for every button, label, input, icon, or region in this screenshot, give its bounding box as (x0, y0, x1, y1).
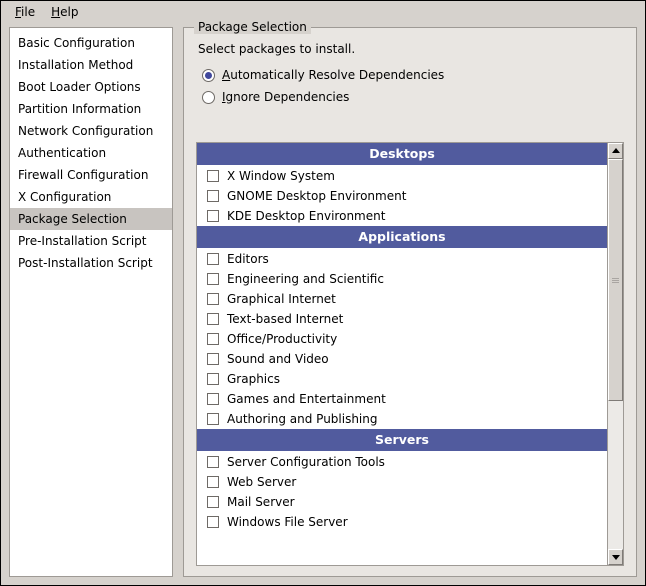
package-row-kde-desktop-environment[interactable] (197, 206, 607, 226)
package-label: Engineering and Scientific (227, 272, 384, 286)
sidebar-item-post-installation-script[interactable]: Post-Installation Script (18, 256, 153, 270)
package-label: Graphics (227, 372, 280, 386)
scrollbar-track[interactable] (608, 159, 623, 549)
package-row-sound-and-video[interactable] (197, 349, 607, 369)
package-list-scrollbar[interactable] (607, 143, 623, 565)
sidebar-item-firewall-configuration[interactable]: Firewall Configuration (18, 168, 149, 182)
scroll-down-button[interactable] (608, 549, 623, 565)
package-row-editors[interactable] (197, 249, 607, 269)
package-label: Editors (227, 252, 269, 266)
sidebar-item-network-configuration[interactable]: Network Configuration (18, 124, 154, 138)
menu-file[interactable]: File (15, 5, 36, 19)
checkbox-games-and-entertainment[interactable] (207, 393, 219, 405)
package-label: Games and Entertainment (227, 392, 386, 406)
package-label: X Window System (227, 169, 335, 183)
package-row-web-server[interactable] (197, 472, 607, 492)
scrollbar-grip-icon (612, 277, 619, 283)
package-row-x-window-system[interactable] (197, 166, 607, 186)
scroll-up-button[interactable] (608, 143, 623, 159)
scrollbar-thumb[interactable] (608, 159, 623, 401)
package-row-server-configuration-tools[interactable] (197, 452, 607, 472)
package-label: Office/Productivity (227, 332, 338, 346)
sidebar-item-installation-method[interactable]: Installation Method (18, 58, 134, 72)
sidebar-item-partition-information[interactable]: Partition Information (18, 102, 142, 116)
checkbox-server-configuration-tools[interactable] (207, 456, 219, 468)
panel-caption: Select packages to install. (198, 42, 356, 56)
sidebar-item-boot-loader-options[interactable]: Boot Loader Options (18, 80, 141, 94)
package-row-graphics[interactable] (197, 369, 607, 389)
package-row-office-productivity[interactable] (197, 329, 607, 349)
sidebar-item-package-selection[interactable]: Package Selection (10, 208, 172, 230)
checkbox-mail-server[interactable] (207, 496, 219, 508)
menu-file-label-rest: ile (21, 5, 36, 19)
sidebar-item-basic-configuration[interactable]: Basic Configuration (18, 36, 135, 50)
checkbox-engineering-and-scientific[interactable] (207, 273, 219, 285)
radio-ignore-dependencies[interactable] (202, 90, 624, 104)
chevron-up-icon (612, 148, 620, 153)
checkbox-kde-desktop-environment[interactable] (207, 210, 219, 222)
package-row-graphical-internet[interactable] (197, 289, 607, 309)
panel-title: Package Selection (194, 20, 311, 34)
main-content (9, 20, 637, 577)
checkbox-office-productivity[interactable] (207, 333, 219, 345)
package-label: Server Configuration Tools (227, 455, 385, 469)
group-header-servers: Servers (197, 429, 607, 452)
package-row-authoring-and-publishing[interactable] (197, 409, 607, 429)
checkbox-text-based-internet[interactable] (207, 313, 219, 325)
package-label: GNOME Desktop Environment (227, 189, 407, 203)
checkbox-x-window-system[interactable] (207, 170, 219, 182)
package-label: Graphical Internet (227, 292, 336, 306)
menu-help[interactable]: Help (51, 5, 79, 19)
checkbox-editors[interactable] (207, 253, 219, 265)
menu-bar (1, 1, 645, 23)
package-list-viewport (197, 143, 607, 565)
package-label: KDE Desktop Environment (227, 209, 386, 223)
package-label: Mail Server (227, 495, 295, 509)
radio-auto-resolve-indicator[interactable] (202, 69, 215, 82)
checkbox-authoring-and-publishing[interactable] (207, 413, 219, 425)
package-row-games-and-entertainment[interactable] (197, 389, 607, 409)
checkbox-graphical-internet[interactable] (207, 293, 219, 305)
menu-help-label-rest: elp (60, 5, 79, 19)
radio-ignore-label: Ignore Dependencies (222, 90, 350, 104)
group-header-desktops: Desktops (197, 143, 607, 166)
section-list[interactable] (9, 27, 173, 577)
checkbox-graphics[interactable] (207, 373, 219, 385)
radio-auto-resolve-dependencies[interactable] (202, 68, 624, 82)
radio-ignore-indicator[interactable] (202, 91, 215, 104)
package-label: Authoring and Publishing (227, 412, 378, 426)
group-header-applications: Applications (197, 226, 607, 249)
package-label: Sound and Video (227, 352, 329, 366)
package-row-text-based-internet[interactable] (197, 309, 607, 329)
chevron-down-icon (612, 555, 620, 560)
sidebar-item-authentication[interactable]: Authentication (18, 146, 107, 160)
package-row-engineering-and-scientific[interactable] (197, 269, 607, 289)
checkbox-windows-file-server[interactable] (207, 516, 219, 528)
sidebar-item-pre-installation-script[interactable]: Pre-Installation Script (18, 234, 147, 248)
sidebar-item-x-configuration[interactable]: X Configuration (18, 190, 112, 204)
package-row-windows-file-server[interactable] (197, 512, 607, 532)
package-label: Text-based Internet (227, 312, 344, 326)
package-label: Web Server (227, 475, 297, 489)
checkbox-sound-and-video[interactable] (207, 353, 219, 365)
package-list (196, 142, 624, 566)
checkbox-gnome-desktop-environment[interactable] (207, 190, 219, 202)
radio-auto-resolve-label: Automatically Resolve Dependencies (222, 68, 445, 82)
package-label: Windows File Server (227, 515, 348, 529)
package-selection-panel (183, 20, 637, 577)
checkbox-web-server[interactable] (207, 476, 219, 488)
package-row-mail-server[interactable] (197, 492, 607, 512)
package-row-gnome-desktop-environment[interactable] (197, 186, 607, 206)
